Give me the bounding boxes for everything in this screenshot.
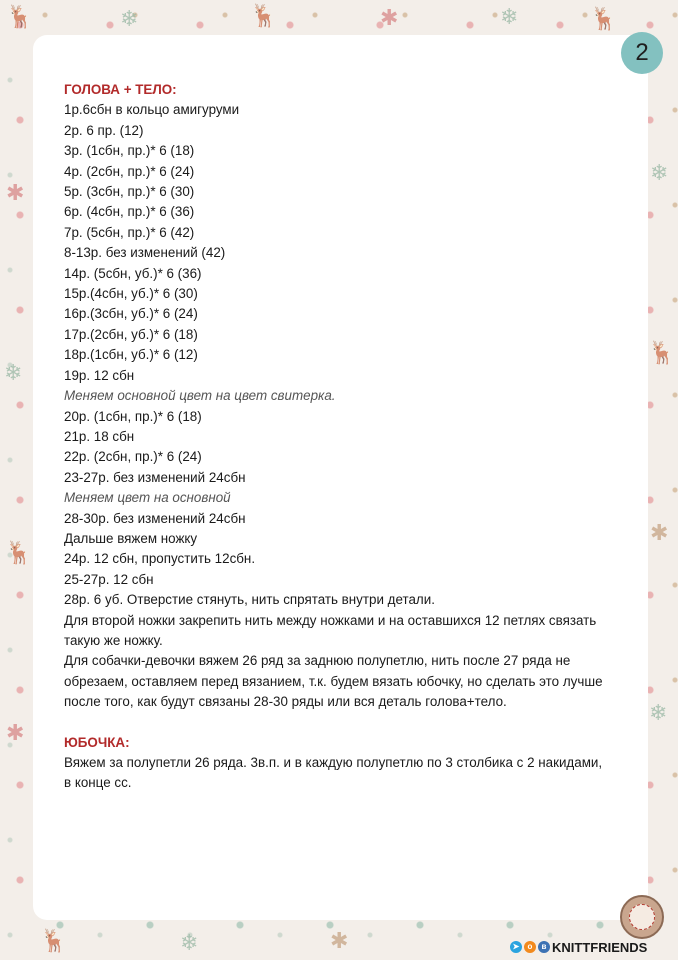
footer-brand xyxy=(510,938,647,956)
reindeer-icon: 🦌 xyxy=(648,340,676,365)
instruction-line: 5р. (3сбн, пр.)* 6 (30) xyxy=(64,184,195,200)
reindeer-icon: 🦌 xyxy=(6,4,34,29)
reindeer-icon: 🦌 xyxy=(590,6,618,31)
instruction-line: 25-27р. 12 сбн xyxy=(64,571,154,587)
snowflake-icon: ❄ xyxy=(120,6,139,31)
instruction-line: Дальше вяжем ножку xyxy=(64,530,198,546)
ornament-icon: ✱ xyxy=(6,180,25,205)
instruction-line: 3р. (1сбн, пр.)* 6 (18) xyxy=(64,143,195,159)
ornament-icon: ✱ xyxy=(380,5,399,30)
instruction-line: 2р. 6 пр. (12) xyxy=(64,122,144,138)
note-line: Меняем цвет на основной xyxy=(64,490,231,506)
instruction-line: 6р. (4сбн, пр.)* 6 (36) xyxy=(64,204,195,220)
section-heading: ЮБОЧКА: xyxy=(64,734,130,750)
section-spacer xyxy=(64,713,634,733)
brand-name: KNITTFRIENDS xyxy=(552,939,648,955)
instruction-line: 19р. 12 сбн xyxy=(64,367,135,383)
instruction-line: в конце сс. xyxy=(64,775,132,791)
ornament-icon: ✱ xyxy=(330,928,349,953)
instruction-line: 7р. (5сбн, пр.)* 6 (42) xyxy=(64,224,195,240)
snowflake-icon: ❄ xyxy=(650,160,669,185)
pattern-text xyxy=(64,80,634,794)
instruction-line: 14р. (5сбн, уб.)* 6 (36) xyxy=(64,265,202,281)
ornament-icon: ✱ xyxy=(650,520,669,545)
snowflake-icon: ❄ xyxy=(4,360,23,385)
instruction-line: Для собачки-девочки вяжем 26 ряд за заднюю полупетлю, нить после 27 ряда не xyxy=(64,653,571,669)
instruction-line: 28-30р. без изменений 24сбн xyxy=(64,510,246,526)
page-number-badge: 2 xyxy=(621,32,663,74)
instruction-line: 23-27р. без изменений 24сбн xyxy=(64,469,246,485)
section-heading: ГОЛОВА + ТЕЛО: xyxy=(64,82,177,97)
snowflake-icon: ❄ xyxy=(500,4,519,29)
odnoklassniki-icon: о xyxy=(524,941,536,953)
instruction-line: 8-13р. без изменений (42) xyxy=(64,245,226,261)
snowflake-icon: ❄ xyxy=(649,700,668,725)
vk-icon: в xyxy=(538,941,550,953)
instruction-line: 15р.(4сбн, уб.)* 6 (30) xyxy=(64,286,198,302)
instruction-line: 4р. (2сбн, пр.)* 6 (24) xyxy=(64,163,195,179)
note-line: Меняем основной цвет на цвет свитерка. xyxy=(64,388,336,404)
instruction-line: Для второй ножки закрепить нить между ножками и на оставшихся 12 петлях связать xyxy=(64,612,597,628)
ornament-icon: ✱ xyxy=(6,720,25,745)
logo-stamp xyxy=(620,895,664,939)
snowflake-icon: ❄ xyxy=(180,930,199,955)
instruction-line: 18р.(1сбн, уб.)* 6 (12) xyxy=(64,347,198,363)
instruction-line: 1р.6сбн в кольцо амигуруми xyxy=(64,102,240,118)
instruction-line: такую же ножку. xyxy=(64,632,163,648)
reindeer-icon: 🦌 xyxy=(40,928,68,953)
instruction-line: 24р. 12 сбн, пропустить 12сбн. xyxy=(64,551,256,567)
instruction-line: 17р.(2сбн, уб.)* 6 (18) xyxy=(64,326,198,342)
reindeer-icon: 🦌 xyxy=(250,3,278,28)
instruction-line: 20р. (1сбн, пр.)* 6 (18) xyxy=(64,408,202,424)
instruction-line: 22р. (2сбн, пр.)* 6 (24) xyxy=(64,449,202,465)
instruction-line: после того, как будут связаны 28-30 ряды или вся деталь голова+тело. xyxy=(64,694,507,710)
instruction-line: 16р.(3сбн, уб.)* 6 (24) xyxy=(64,306,198,322)
telegram-icon: ➤ xyxy=(510,941,522,953)
instruction-line: 21р. 18 сбн xyxy=(64,428,135,444)
instruction-line: обрезаем, оставляем перед вязанием, т.к. будем вязать юбочку, но сделать это лучше xyxy=(64,673,603,689)
instruction-line: 28р. 6 уб. Отверстие стянуть, нить спрятать внутри детали. xyxy=(64,592,435,608)
instruction-line: Вяжем за полупетли 26 ряда. 3в.п. и в каждую полупетлю по 3 столбика с 2 накидами, xyxy=(64,755,603,770)
reindeer-icon: 🦌 xyxy=(5,540,33,565)
